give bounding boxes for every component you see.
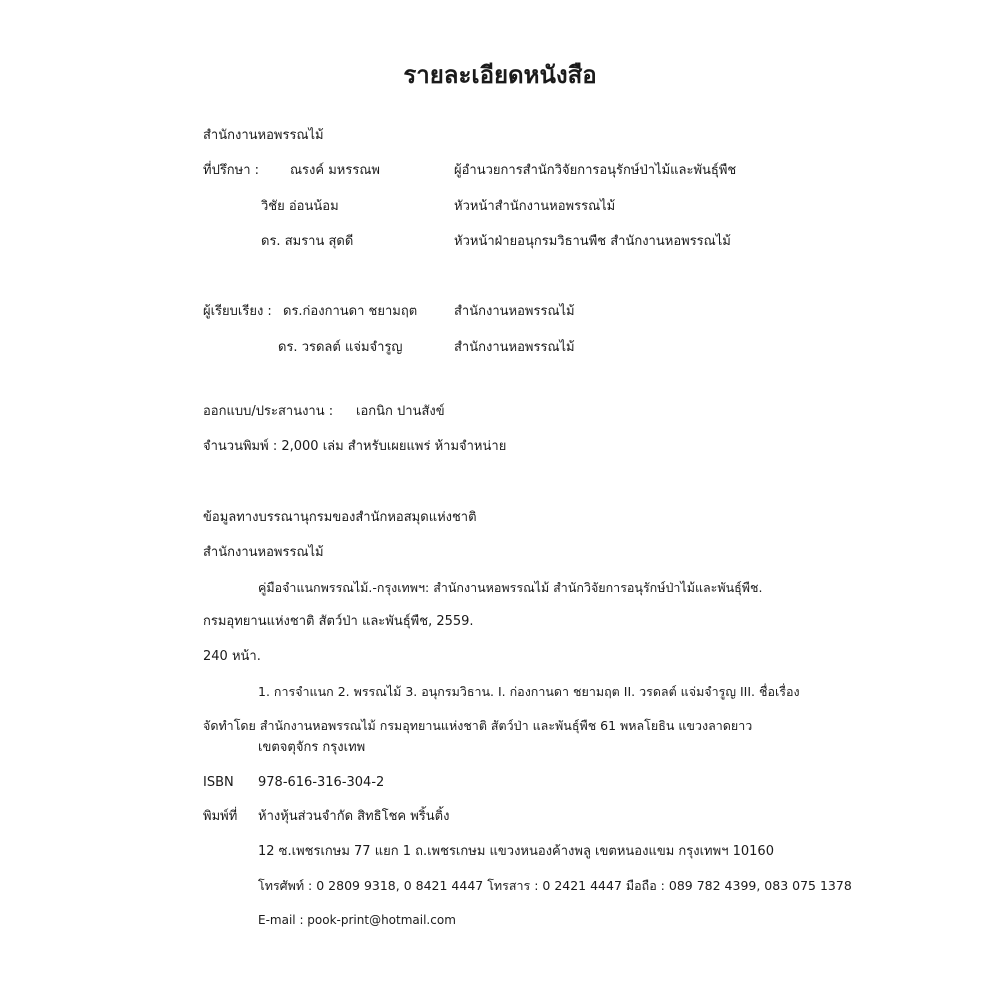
advisors-label: ที่ปรึกษา : [203, 163, 260, 178]
design-label: ออกแบบ/ประสานงาน : [203, 404, 334, 419]
advisor-position: หัวหน้าสำนักงานหอพรรณไม้ [454, 199, 616, 214]
cataloging-author: สำนักงานหอพรรณไม้ [203, 545, 324, 560]
isbn-label: ISBN [203, 775, 234, 790]
cataloging-subjects: 1. การจำแนก 2. พรรณไม้ 3. อนุกรมวิธาน. I. ก่องกานดา ชยามฤต II. วรดลต์ แจ่มจำรูญ III. ชื่อเรื่อง [258, 684, 800, 699]
printer-email: E-mail : pook-print@hotmail.com [258, 913, 456, 927]
design-name: เอกนิก ปานสังข์ [356, 404, 445, 419]
advisor-name: วิชัย อ่อนน้อม [261, 199, 339, 214]
print-run: จำนวนพิมพ์ : 2,000 เล่ม สำหรับเผยแพร่ ห้ามจำหน่าย [203, 439, 507, 454]
printer-name: ห้างหุ้นส่วนจำกัด สิทธิโชค พริ้นติ้ง [258, 809, 450, 824]
advisor-position: ผู้อำนวยการสำนักวิจัยการอนุรักษ์ป่าไม้และพันธุ์พืช [454, 163, 737, 178]
printer-address: 12 ซ.เพชรเกษม 77 แยก 1 ถ.เพชรเกษม แขวงหนองค้างพลู เขตหนองแขม กรุงเทพฯ 10160 [258, 844, 774, 859]
compiler-name: ดร.ก่องกานดา ชยามฤต [283, 304, 418, 319]
compiler-name: ดร. วรดลต์ แจ่มจำรูญ [278, 340, 403, 355]
isbn-value: 978-616-316-304-2 [258, 775, 385, 790]
cataloging-pages: 240 หน้า. [203, 649, 261, 664]
printer-label: พิมพ์ที่ [203, 809, 238, 824]
advisor-name: ณรงค์ มหรรณพ [290, 163, 380, 178]
printer-phone: โทรศัพท์ : 0 2809 9318, 0 8421 4447 โทรสาร : 0 2421 4447 มือถือ : 089 782 4399, 083 075 1378 [258, 878, 852, 893]
advisor-position: หัวหน้าฝ่ายอนุกรมวิธานพืช สำนักงานหอพรรณไม้ [454, 234, 731, 249]
producer-line1: จัดทำโดย สำนักงานหอพรรณไม้ กรมอุทยานแห่งชาติ สัตว์ป่า และพันธุ์พืช 61 พหลโยธิน แขวงลาดยาว [203, 718, 753, 733]
cataloging-entry-line2: กรมอุทยานแห่งชาติ สัตว์ป่า และพันธุ์พืช, 2559. [203, 614, 474, 629]
compiler-affiliation: สำนักงานหอพรรณไม้ [454, 304, 575, 319]
advisor-name: ดร. สมราน สุดดี [261, 234, 354, 249]
office-name: สำนักงานหอพรรณไม้ [203, 128, 324, 143]
page-title: รายละเอียดหนังสือ [403, 61, 597, 89]
cataloging-entry-line1: คู่มือจำแนกพรรณไม้.-กรุงเทพฯ: สำนักงานหอพรรณไม้ สำนักวิจัยการอนุรักษ์ป่าไม้และพันธุ์พืช. [258, 580, 763, 595]
compiler-affiliation: สำนักงานหอพรรณไม้ [454, 340, 575, 355]
compilers-label: ผู้เรียบเรียง : [203, 304, 272, 319]
producer-line2: เขตจตุจักร กรุงเทพ [258, 740, 366, 755]
cataloging-heading: ข้อมูลทางบรรณานุกรมของสำนักหอสมุดแห่งชาติ [203, 510, 477, 525]
